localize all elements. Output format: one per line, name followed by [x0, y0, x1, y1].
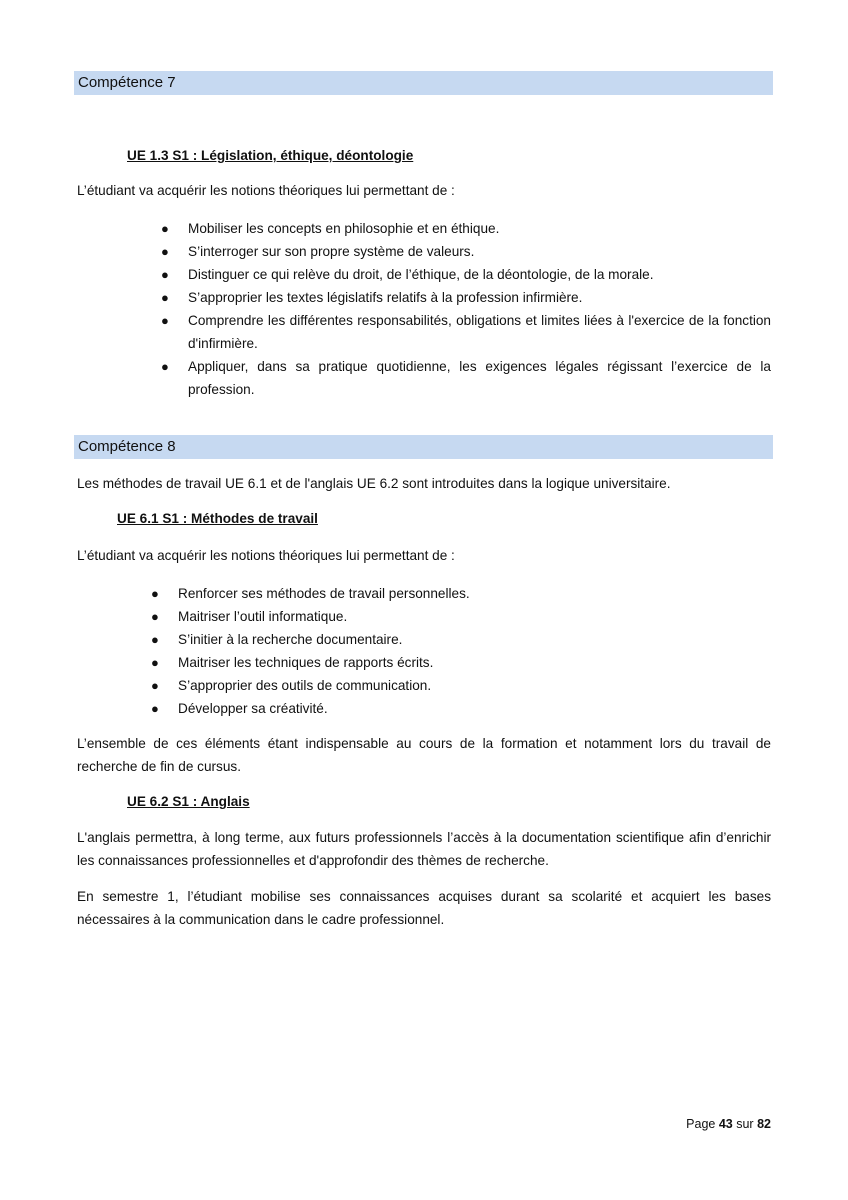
ue-1-3-heading: UE 1.3 S1 : Législation, éthique, déontologie — [127, 148, 414, 163]
list-item: ● Mobiliser les concepts en philosophie et en éthique. — [188, 217, 771, 240]
bullet-dot-icon: ● — [151, 632, 159, 647]
ue-6-1-heading: UE 6.1 S1 : Méthodes de travail — [117, 511, 318, 526]
ue-6-2-heading: UE 6.2 S1 : Anglais — [127, 794, 250, 809]
list-item: ● Maitriser l’outil informatique. — [178, 605, 771, 628]
ue-1-3-intro: L’étudiant va acquérir les notions théoriques lui permettant de : — [77, 183, 455, 198]
ue-6-2-paragraph-1: L'anglais permettra, à long terme, aux futurs professionnels l’accès à la documentation scientifique afin d’enrichir les connaissances professionnelles et d'approfondir des thèmes de recherche. — [77, 830, 771, 868]
page-number: 43 — [718, 1117, 733, 1131]
list-item: ● S’interroger sur son propre système de valeurs. — [188, 240, 771, 263]
list-item: ● S’initier à la recherche documentaire. — [178, 628, 771, 651]
ue-6-2-paragraph-2: En semestre 1, l’étudiant mobilise ses connaissances acquises durant sa scolarité et acquiert les bases nécessaires à la communication dans le cadre professionnel. — [77, 889, 771, 927]
list-item: ● Comprendre les différentes responsabilités, obligations et limites liées à l'exercice de la fonction d'infirmière. — [188, 309, 771, 355]
list-item: ● S’approprier des outils de communication. — [178, 674, 771, 697]
section-title-competence-8: Compétence 8 — [78, 438, 176, 455]
ue-6-1-bullet-list — [151, 582, 771, 720]
bullet-dot-icon: ● — [151, 586, 159, 601]
bullet-dot-icon: ● — [151, 701, 159, 716]
total-pages: 82 — [757, 1117, 771, 1131]
ue-6-1-conclusion: L’ensemble de ces éléments étant indispensable au cours de la formation et notamment lors du travail de recherche de fin de cursus. — [77, 736, 771, 774]
list-item: ● Distinguer ce qui relève du droit, de l’éthique, de la déontologie, de la morale. — [188, 263, 771, 286]
list-item: ● S’approprier les textes législatifs relatifs à la profession infirmière. — [188, 286, 771, 309]
bullet-dot-icon: ● — [151, 678, 159, 693]
bullet-dot-icon: ● — [151, 609, 159, 624]
bullet-dot-icon: ● — [161, 244, 169, 259]
ue-1-3-bullet-list — [161, 217, 771, 401]
bullet-dot-icon: ● — [161, 359, 169, 374]
list-item: ● Maitriser les techniques de rapports écrits. — [178, 651, 771, 674]
section-band-competence-7 — [74, 71, 773, 95]
list-item: ● Appliquer, dans sa pratique quotidienne, les exigences légales régissant l’exercice de la profession. — [188, 355, 771, 401]
competence-8-intro: Les méthodes de travail UE 6.1 et de l'anglais UE 6.2 sont introduites dans la logique universitaire. — [77, 476, 671, 491]
bullet-dot-icon: ● — [161, 290, 169, 305]
list-item: ● Renforcer ses méthodes de travail personnelles. — [178, 582, 771, 605]
ue-6-1-intro: L’étudiant va acquérir les notions théoriques lui permettant de : — [77, 548, 455, 563]
section-band-competence-8 — [74, 435, 773, 459]
page-footer — [686, 1117, 771, 1131]
page-label: Page — [686, 1117, 716, 1131]
section-title-competence-7: Compétence 7 — [78, 74, 176, 91]
bullet-dot-icon: ● — [161, 221, 169, 236]
list-item: ● Développer sa créativité. — [178, 697, 771, 720]
bullet-dot-icon: ● — [151, 655, 159, 670]
bullet-dot-icon: ● — [161, 267, 169, 282]
of-label: sur — [736, 1117, 754, 1131]
bullet-dot-icon: ● — [161, 313, 169, 328]
